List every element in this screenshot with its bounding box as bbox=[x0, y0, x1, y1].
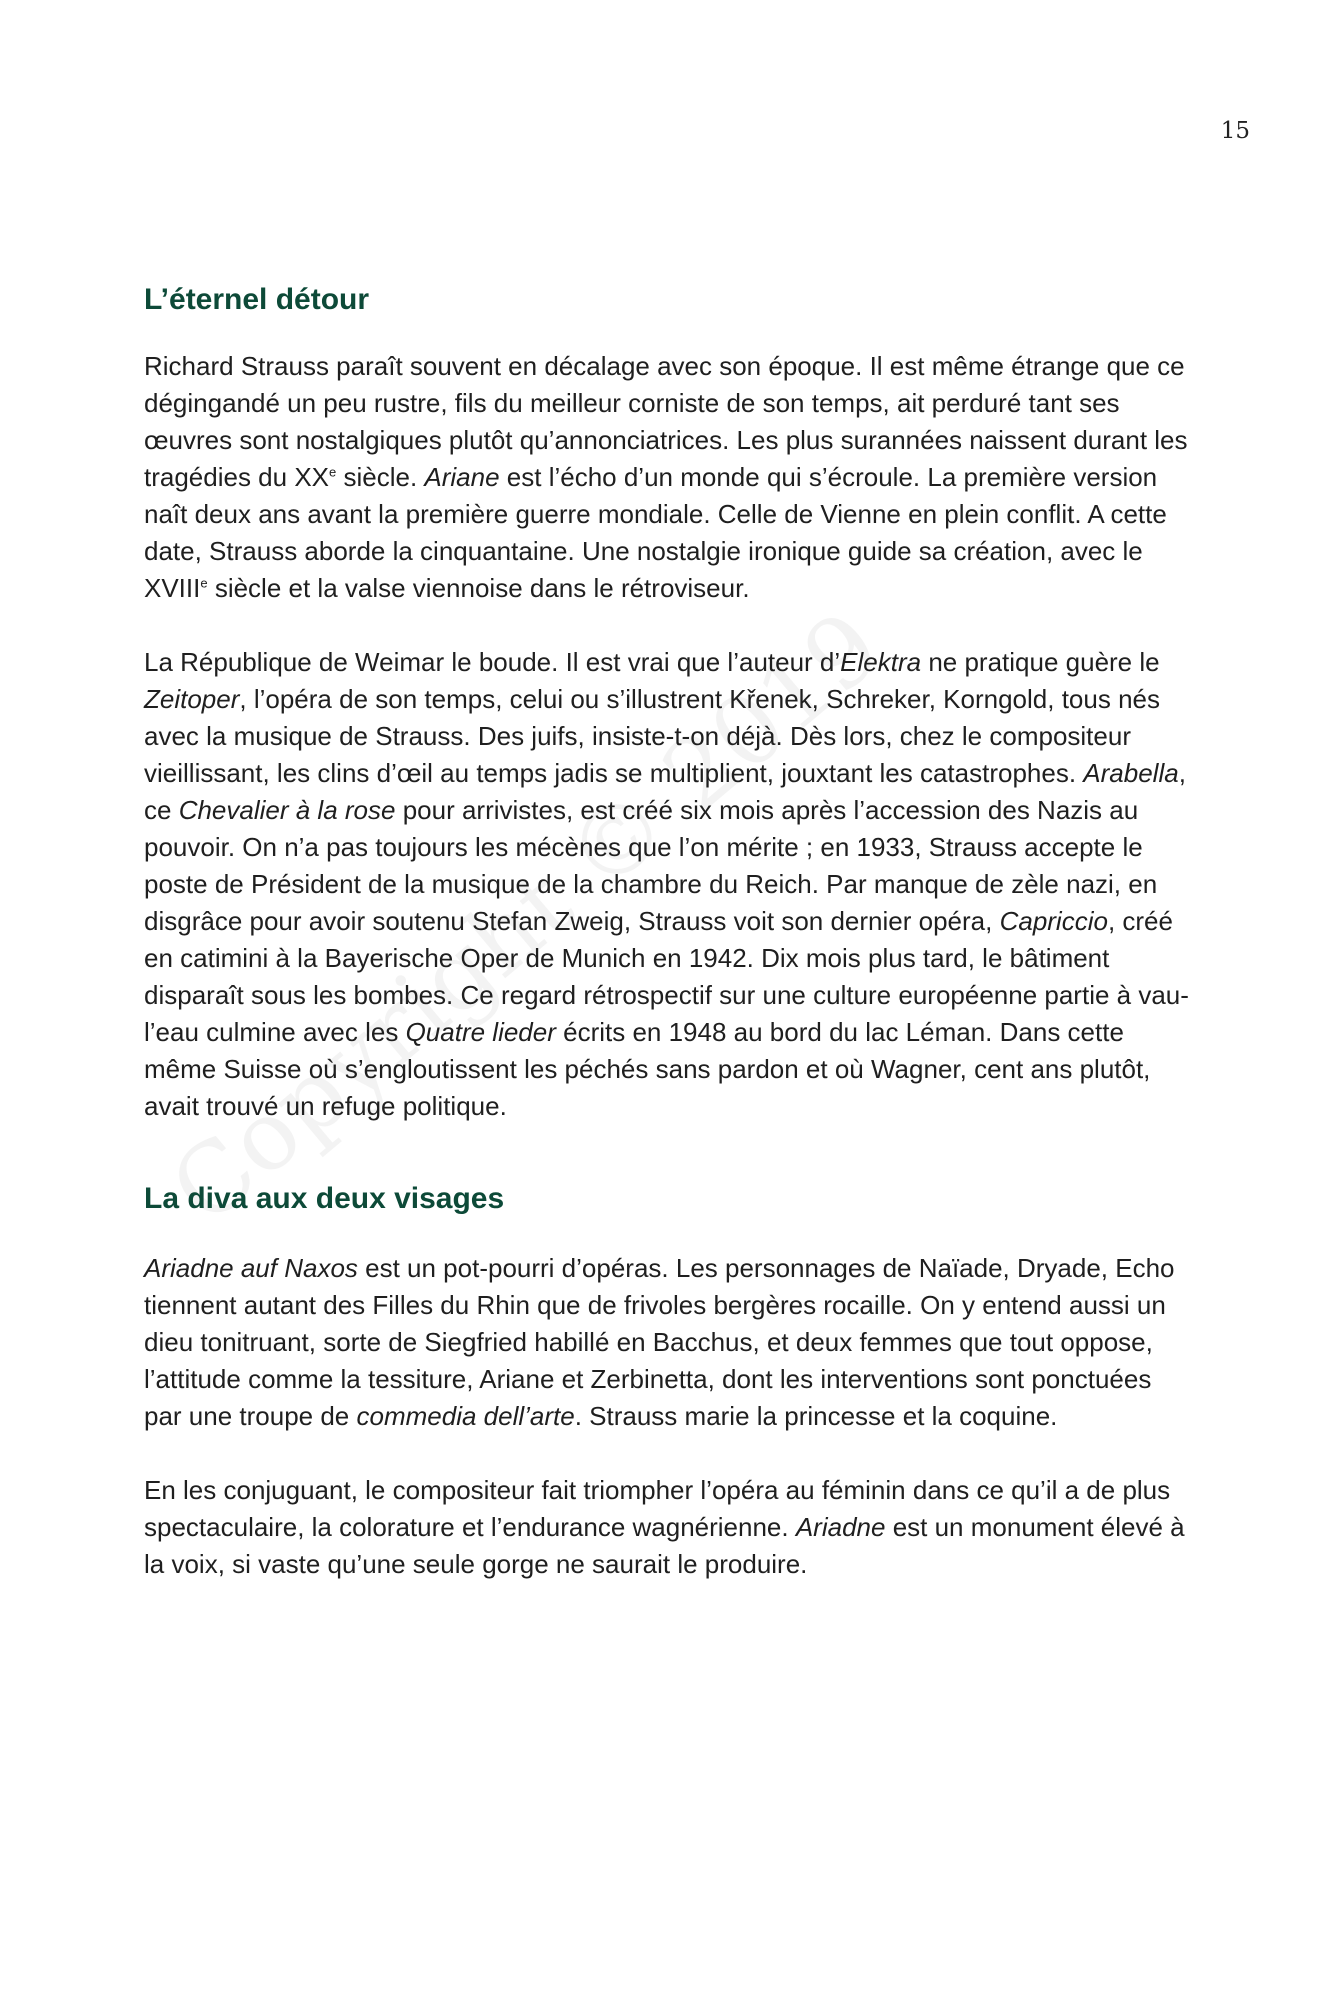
italic-title: Chevalier à la rose bbox=[178, 795, 396, 825]
superscript: e bbox=[329, 464, 337, 480]
italic-title: commedia dell’arte bbox=[356, 1401, 575, 1431]
paragraph: La République de Weimar le boude. Il est vrai que l’auteur d’Elektra ne pratique guère le Zeitoper, l’opéra de son temps, celui ou s’illustrent Křenek, Schreker, Korngold, tous nés avec la musique de Strauss. Des juifs, insiste-t-on déjà. Dès lors, chez le compositeur vieillissant, les clins d’œil au temps jadis se multiplient, jouxtant les catastrophes. Arabella, ce Chevalier à la rose pour arrivistes, est créé six mois après l’accession des Nazis au pouvoir. On n’a pas toujours les mécènes que l’on mérite ; en 1933, Strauss accepte le poste de Président de la musique de la chambre du Reich. Par manque de zèle nazi, en disgrâce pour avoir soutenu Stefan Zweig, Strauss voit son dernier opéra, Capriccio, créé en catimini à la Bayerische Oper de Munich en 1942. Dix mois plus tard, le bâtiment disparaît sous les bombes. Ce regard rétrospectif sur une culture européenne partie à vau-l’eau culmine avec les Quatre lieder écrits en 1948 au bord du lac Léman. Dans cette même Suisse où s’engloutissent les péchés sans pardon et où Wagner, cent ans plutôt, avait trouvé un refuge politique. bbox=[144, 647, 1189, 1121]
paragraph: Richard Strauss paraît souvent en décalage avec son époque. Il est même étrange que ce dégingandé un peu rustre, fils du meilleur corniste de son temps, ait perduré tant ses œuvres sont nostalgiques plutôt qu’annonciatrices. Les plus surannées naissent durant les tragédies du XXe siècle. Ariane est l’écho d’un monde qui s’écroule. La première version naît deux ans avant la première guerre mondiale. Celle de Vienne en plein conflit. A cette date, Strauss aborde la cinquantaine. Une nostalgie ironique guide sa création, avec le XVIIIe siècle et la valse viennoise dans le rétroviseur. bbox=[144, 351, 1188, 603]
page-content bbox=[144, 282, 1194, 1583]
italic-title: Quatre lieder bbox=[405, 1017, 556, 1047]
section-heading: La diva aux deux visages bbox=[144, 1182, 505, 1215]
page-number: 15 bbox=[1220, 118, 1250, 144]
section-diva-two-faces bbox=[144, 1181, 1194, 1583]
paragraph: En les conjuguant, le compositeur fait triompher l’opéra au féminin dans ce qu’il a de plus spectaculaire, la colorature et l’endurance wagnérienne. Ariadne est un monument élevé à la voix, si vaste qu’une seule gorge ne saurait le produire. bbox=[144, 1475, 1185, 1579]
italic-title: Ariadne auf Naxos bbox=[144, 1253, 358, 1283]
superscript: e bbox=[200, 575, 208, 591]
paragraph: Ariadne auf Naxos est un pot-pourri d’opéras. Les personnages de Naïade, Dryade, Echo tiennent autant des Filles du Rhin que de frivoles bergères rocaille. On y entend aussi un dieu tonitruant, sorte de Siegfried habillé en Bacchus, et deux femmes que tout oppose, l’attitude comme la tessiture, Ariane et Zerbinetta, dont les interventions sont ponctuées par une troupe de commedia dell’arte. Strauss marie la princesse et la coquine. bbox=[144, 1253, 1175, 1431]
italic-title: Elektra bbox=[840, 647, 922, 677]
italic-title: Zeitoper bbox=[144, 684, 240, 714]
italic-title: Arabella bbox=[1083, 758, 1179, 788]
section-eternal-detour bbox=[144, 282, 1194, 1125]
italic-title: Capriccio bbox=[999, 906, 1108, 936]
section-heading: L’éternel détour bbox=[144, 283, 370, 316]
italic-title: Ariane bbox=[424, 462, 500, 492]
italic-title: Ariadne bbox=[795, 1512, 886, 1542]
